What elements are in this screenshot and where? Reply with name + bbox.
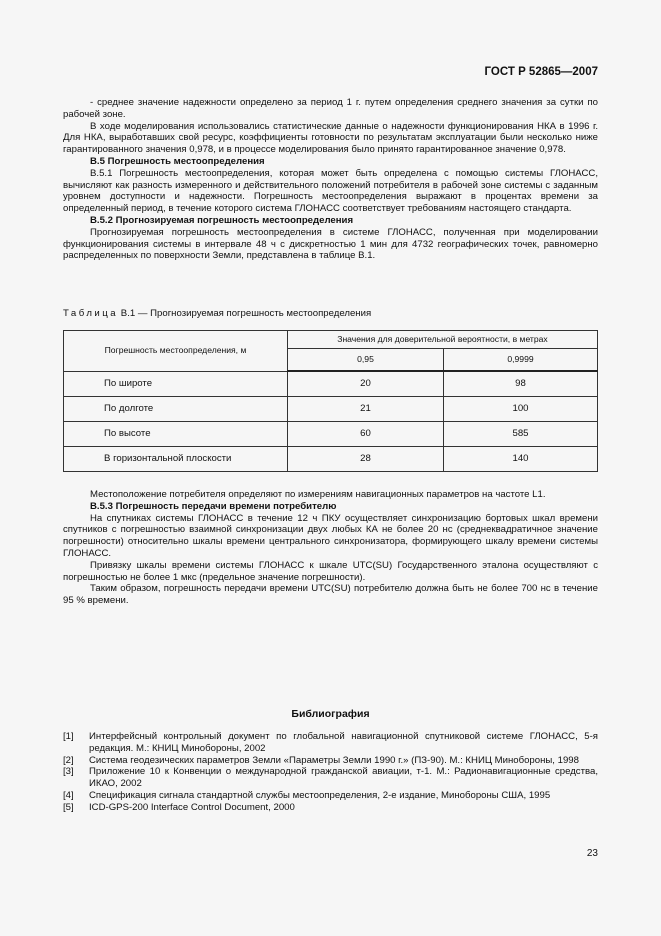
error-table bbox=[63, 330, 598, 472]
section-heading: В.5.2 Прогнозируемая погрешность местоопределения bbox=[90, 214, 354, 226]
paragraph: Привязку шкалы времени системы ГЛОНАСС к шкале UTC(SU) Государственного эталона осуществляют с погрешностью не более 1 мкс (предельное значение погрешности). bbox=[63, 559, 598, 583]
sub-header: 0,95 bbox=[288, 349, 444, 372]
group-header: Значения для доверительной вероятности, в метрах bbox=[288, 331, 598, 349]
bottom-text-section bbox=[63, 489, 598, 607]
cell: 28 bbox=[288, 447, 444, 472]
row-label: По долготе bbox=[64, 397, 288, 422]
section-heading: В.5.3 Погрешность передачи времени потребителю bbox=[90, 500, 337, 512]
document-header: ГОСТ Р 52865—2007 bbox=[484, 66, 598, 78]
paragraph: - среднее значение надежности определено за период 1 г. путем определения среднего значения за сутки по рабочей зоне. bbox=[63, 97, 598, 120]
row-label: По широте bbox=[64, 371, 288, 397]
row-label: По высоте bbox=[64, 422, 288, 447]
table-caption-text: В.1 — Прогнозируемая погрешность местоопределения bbox=[120, 308, 372, 319]
bib-text: Приложение 10 к Конвенции о международной гражданской авиации, т-1. М.: Радионавигационные средства, ИКАО, 2002 bbox=[89, 766, 598, 790]
bib-number: [2] bbox=[63, 754, 74, 766]
section-heading: В.5 Погрешность местоопределения bbox=[90, 155, 265, 167]
paragraph: Прогнозируемая погрешность местоопределения в системе ГЛОНАСС, полученная при моделировании функционирования системы в интервале 48 ч с дискретностью 1 мин для 4732 географических точек, равномерно распределенных по поверхности Земли, представлена в таблице В.1. bbox=[63, 226, 598, 262]
bibliography-item bbox=[63, 802, 598, 814]
bibliography-title: Библиография bbox=[291, 708, 370, 720]
page-number: 23 bbox=[586, 848, 598, 859]
cell: 585 bbox=[444, 422, 598, 447]
cell: 98 bbox=[444, 371, 598, 397]
table-row bbox=[64, 422, 598, 447]
bib-text: Интерфейсный контрольный документ по глобальной навигационной спутниковой системе ГЛОНАСС, 5-я редакция. М.: КНИЦ Минобороны, 2002 bbox=[89, 731, 598, 754]
bib-text: Система геодезических параметров Земли «Параметры Земли 1990 г.» (ПЗ-90). М.: КНИЦ Минобороны, 1998 bbox=[89, 754, 579, 766]
paragraph: В.5.1 Погрешность местоопределения, которая может быть определена с помощью системы ГЛОНАСС, вычисляют как разность измеренного и действительного положений потребителя в рабочей зоне системы с заданным уровнем доступности и надежности. Погрешность местоопределения выражают в процентах времени за определенный период, в течение которого система ГЛОНАСС соответствует требованиям настоящего стандарта. bbox=[63, 167, 598, 215]
table-caption-word: Таблица bbox=[63, 308, 119, 319]
paragraph: Таким образом, погрешность передачи времени UTC(SU) потребителю должна быть не более 700 нс в течение 95 % времени. bbox=[63, 583, 598, 607]
cell: 100 bbox=[444, 397, 598, 422]
row-label: В горизонтальной плоскости bbox=[64, 447, 288, 472]
bib-number: [1] bbox=[63, 731, 74, 742]
bibliography-item bbox=[63, 755, 598, 767]
bib-text: Спецификация сигнала стандартной службы местоопределения, 2-е издание, Минобороны США, 1995 bbox=[89, 789, 551, 801]
table-caption bbox=[63, 308, 371, 320]
paragraph: На спутниках системы ГЛОНАСС в течение 12 ч ПКУ осуществляет синхронизацию бортовых шкал времени спутников с погрешностью взаимной синхронизации двух любых КА не более 20 нс (среднеквадратичное значение погрешности) относительно шкалы времени центрального синхронизатора, формирующего шкалу времени системы ГЛОНАСС. bbox=[63, 512, 598, 559]
cell: 20 bbox=[288, 371, 444, 397]
bibliography-item bbox=[63, 790, 598, 802]
top-text-section bbox=[63, 97, 598, 262]
paragraph: В ходе моделирования использовались статистические данные о надежности функционирования НКА в 1996 г. Для НКА, выработавших свой ресурс, коэффициенты готовности по результатам эксплуатации были несколько ниже гарантированного значения 0,978, и в процессе моделирования было принято гарантированное значение 0,978. bbox=[63, 120, 598, 156]
bibliography-list bbox=[63, 731, 598, 814]
table-row bbox=[64, 371, 598, 397]
cell: 60 bbox=[288, 422, 444, 447]
bib-text: ICD-GPS-200 Interface Control Document, 2000 bbox=[89, 801, 295, 813]
column-header: Погрешность местоопределения, м bbox=[64, 331, 288, 372]
table-row bbox=[64, 447, 598, 472]
bib-number: [5] bbox=[63, 801, 74, 813]
sub-header: 0,9999 bbox=[444, 349, 598, 372]
paragraph: Местоположение потребителя определяют по измерениям навигационных параметров на частоте L1. bbox=[90, 489, 546, 500]
bibliography-item bbox=[63, 766, 598, 790]
table-row bbox=[64, 397, 598, 422]
bibliography-item bbox=[63, 731, 598, 755]
cell: 21 bbox=[288, 397, 444, 422]
bib-number: [4] bbox=[63, 789, 74, 801]
cell: 140 bbox=[444, 447, 598, 472]
bib-number: [3] bbox=[63, 766, 74, 778]
